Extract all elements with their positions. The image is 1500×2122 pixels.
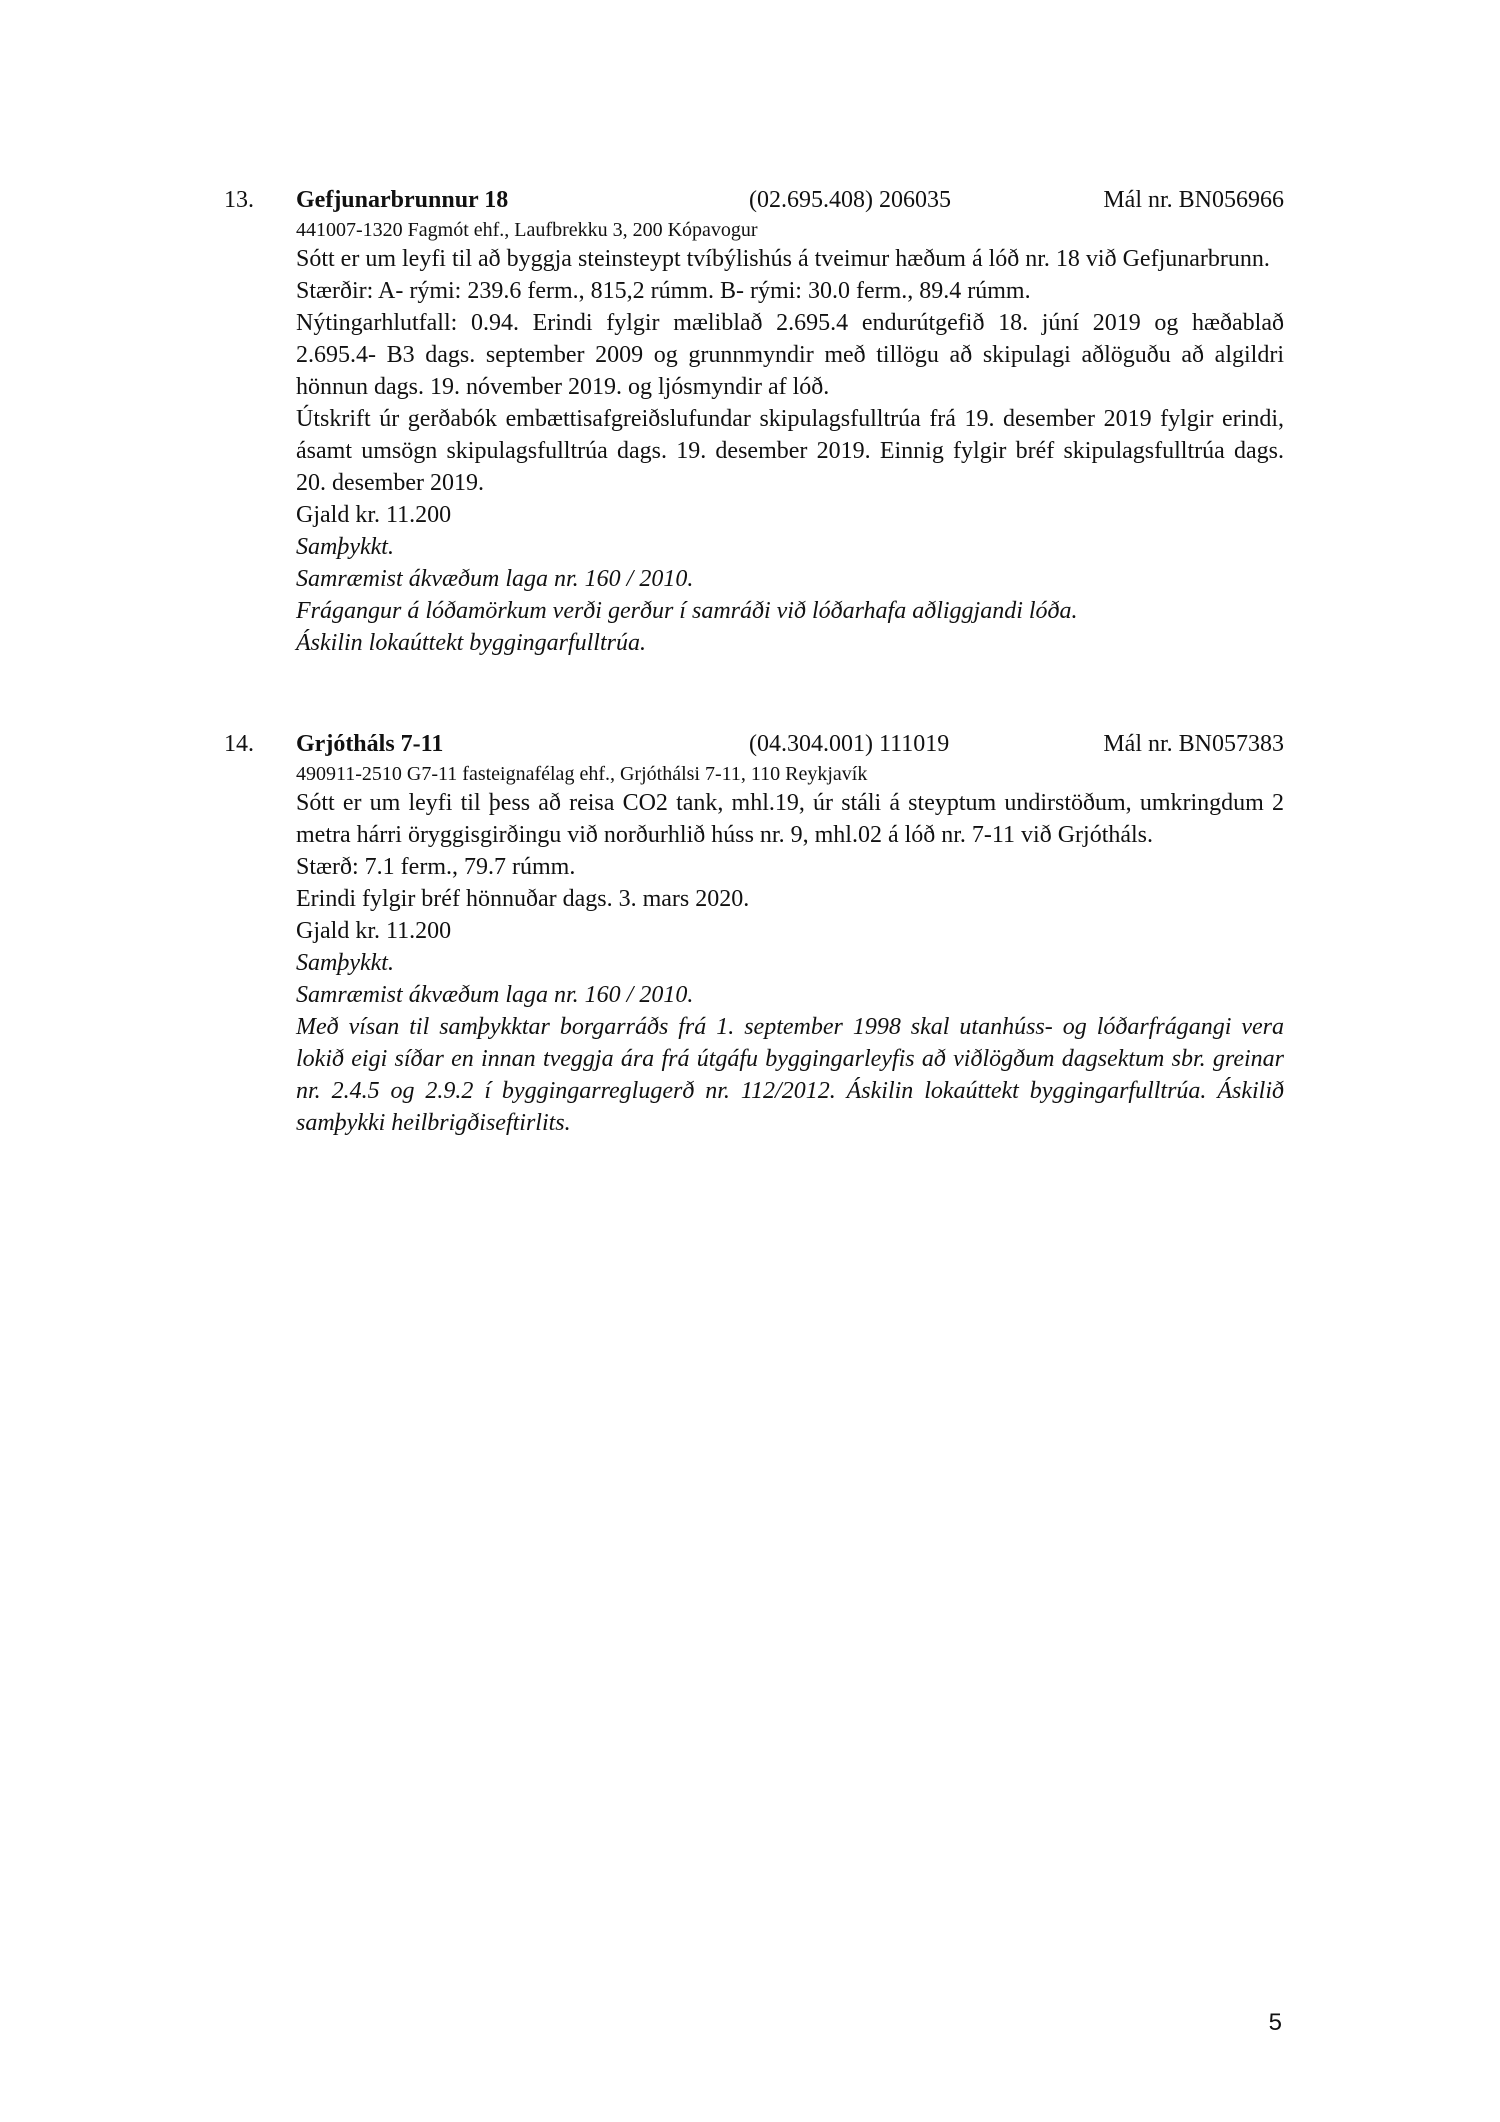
case-header xyxy=(224,727,1284,761)
case-title: Gefjunarbrunnur 18 xyxy=(296,187,509,213)
land-number: (02.695.408) 206035 xyxy=(749,187,951,213)
case-number: 14. xyxy=(224,731,254,757)
applicant: 441007-1320 Fagmót ehf., Laufbrekku 3, 200 Kópavogur xyxy=(296,219,758,241)
case-paragraph: Útskrift úr gerðabók embættisafgreiðslufundar skipulagsfulltrúa frá 19. desember 2019 fylgir erindi, ásamt umsögn skipulagsfulltrúa dags. 19. desember 2019. Einnig fylgir bréf skipulagsfulltrúa dags. 20. desember 2019. xyxy=(296,406,1284,496)
page-number: 5 xyxy=(1268,2009,1282,2036)
decision-line: Samræmist ákvæðum laga nr. 160 / 2010. xyxy=(296,566,694,592)
case-paragraph: Sótt er um leyfi til að byggja steinsteypt tvíbýlishús á tveimur hæðum á lóð nr. 18 við Gefjunarbrunn. xyxy=(296,246,1270,272)
decision-line: Samþykkt. xyxy=(296,950,394,976)
case-paragraph: Erindi fylgir bréf hönnuðar dags. 3. mars 2020. xyxy=(296,886,750,912)
decision-line: Samþykkt. xyxy=(296,534,394,560)
decision-line: Samræmist ákvæðum laga nr. 160 / 2010. xyxy=(296,982,694,1008)
case-body xyxy=(296,787,1284,1139)
case-reference: Mál nr. BN056966 xyxy=(1103,187,1284,213)
case-title: Grjótháls 7-11 xyxy=(296,731,444,757)
decision-line: Áskilin lokaúttekt byggingarfulltrúa. xyxy=(296,630,646,656)
fee-line: Gjald kr. 11.200 xyxy=(296,502,452,528)
case-number: 13. xyxy=(224,187,254,213)
case-body xyxy=(296,243,1284,659)
case-header xyxy=(224,183,1284,217)
decision-line: Frágangur á lóðamörkum verði gerður í samráði við lóðarhafa aðliggjandi lóða. xyxy=(296,598,1078,624)
decision-line: Með vísan til samþykktar borgarráðs frá 1. september 1998 skal utanhúss- og lóðarfrágangi vera lokið eigi síðar en innan tveggja ára frá útgáfu byggingarleyfis að viðlögðum dagsektum sbr. greinar nr. 2.4.5 og 2.9.2 í byggingarreglugerð nr. 112/2012. Áskilin lokaúttekt byggingarfulltrúa. Áskilið samþykki heilbrigðiseftirlits. xyxy=(296,1014,1284,1136)
case-item xyxy=(224,183,1284,659)
case-item xyxy=(224,727,1284,1139)
case-paragraph: Stærð: 7.1 ferm., 79.7 rúmm. xyxy=(296,854,576,880)
case-reference: Mál nr. BN057383 xyxy=(1103,731,1284,757)
fee-line: Gjald kr. 11.200 xyxy=(296,918,452,944)
land-number: (04.304.001) 111019 xyxy=(749,731,950,757)
case-paragraph: Stærðir: A- rými: 239.6 ferm., 815,2 rúmm. B- rými: 30.0 ferm., 89.4 rúmm. xyxy=(296,278,1031,304)
applicant: 490911-2510 G7-11 fasteignafélag ehf., Grjóthálsi 7-11, 110 Reykjavík xyxy=(296,763,868,785)
case-paragraph: Nýtingarhlutfall: 0.94. Erindi fylgir mæliblað 2.695.4 endurútgefið 18. júní 2019 og hæðablað 2.695.4- B3 dags. september 2009 og grunnmyndir með tillögu að skipulagi aðlöguðu að algildri hönnun dags. 19. nóvember 2019. og ljósmyndir af lóð. xyxy=(296,310,1284,400)
case-paragraph: Sótt er um leyfi til þess að reisa CO2 tank, mhl.19, úr stáli á steyptum undirstöðum, umkringdum 2 metra hárri öryggisgirðingu við norðurhlið húss nr. 9, mhl.02 á lóð nr. 7-11 við Grjótháls. xyxy=(296,790,1284,848)
